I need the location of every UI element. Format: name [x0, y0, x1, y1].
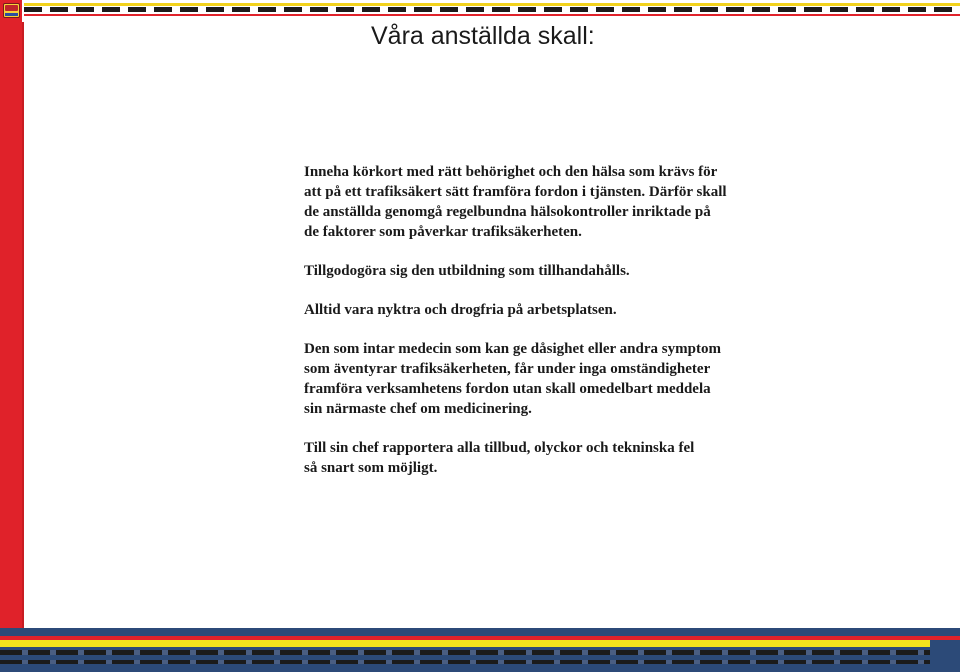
paragraph-sober	[304, 300, 864, 320]
logo-blue-part	[5, 13, 18, 16]
paragraph-training	[304, 261, 864, 281]
paragraph-driving-license	[304, 162, 864, 242]
logo-red-part	[5, 5, 18, 11]
text-line: att på ett trafiksäkert sätt framföra fordon i tjänsten. Därför skall	[304, 184, 727, 200]
company-logo-icon	[3, 3, 20, 18]
text-line: Tillgodogöra sig den utbildning som tillhandahålls.	[304, 263, 630, 279]
paragraph-medication	[304, 339, 864, 419]
text-line: Inneha körkort med rätt behörighet och den hälsa som krävs för	[304, 164, 718, 180]
bottom-yellow-stripe	[0, 640, 930, 647]
top-dashed-stripe	[24, 7, 960, 12]
bottom-dashed-stripe	[0, 650, 930, 655]
text-line: sin närmaste chef om medicinering.	[304, 401, 532, 417]
text-line: de anställda genomgå regelbundna hälsokontroller inriktade på	[304, 204, 711, 220]
text-line: så snart som möjligt.	[304, 460, 438, 476]
left-red-band	[0, 0, 22, 672]
top-yellow-stripe	[24, 3, 960, 6]
text-line: som äventyrar trafiksäkerheten, får under inga omständigheter	[304, 361, 711, 377]
top-red-stripe	[24, 14, 960, 16]
text-line: Den som intar medecin som kan ge dåsighet eller andra symptom	[304, 341, 721, 357]
text-line: Alltid vara nyktra och drogfria på arbetsplatsen.	[304, 302, 617, 318]
bottom-dashed-stripe-2	[0, 660, 930, 664]
text-line: framföra verksamhetens fordon utan skall omedelbart meddela	[304, 381, 711, 397]
left-band-edge	[22, 22, 24, 636]
paragraph-report-incidents	[304, 438, 864, 478]
page-title: Våra anställda skall:	[371, 22, 595, 50]
text-line: Till sin chef rapportera alla tillbud, olyckor och tekninska fel	[304, 440, 695, 456]
text-line: de faktorer som påverkar trafiksäkerheten.	[304, 224, 582, 240]
body-text	[304, 162, 864, 497]
